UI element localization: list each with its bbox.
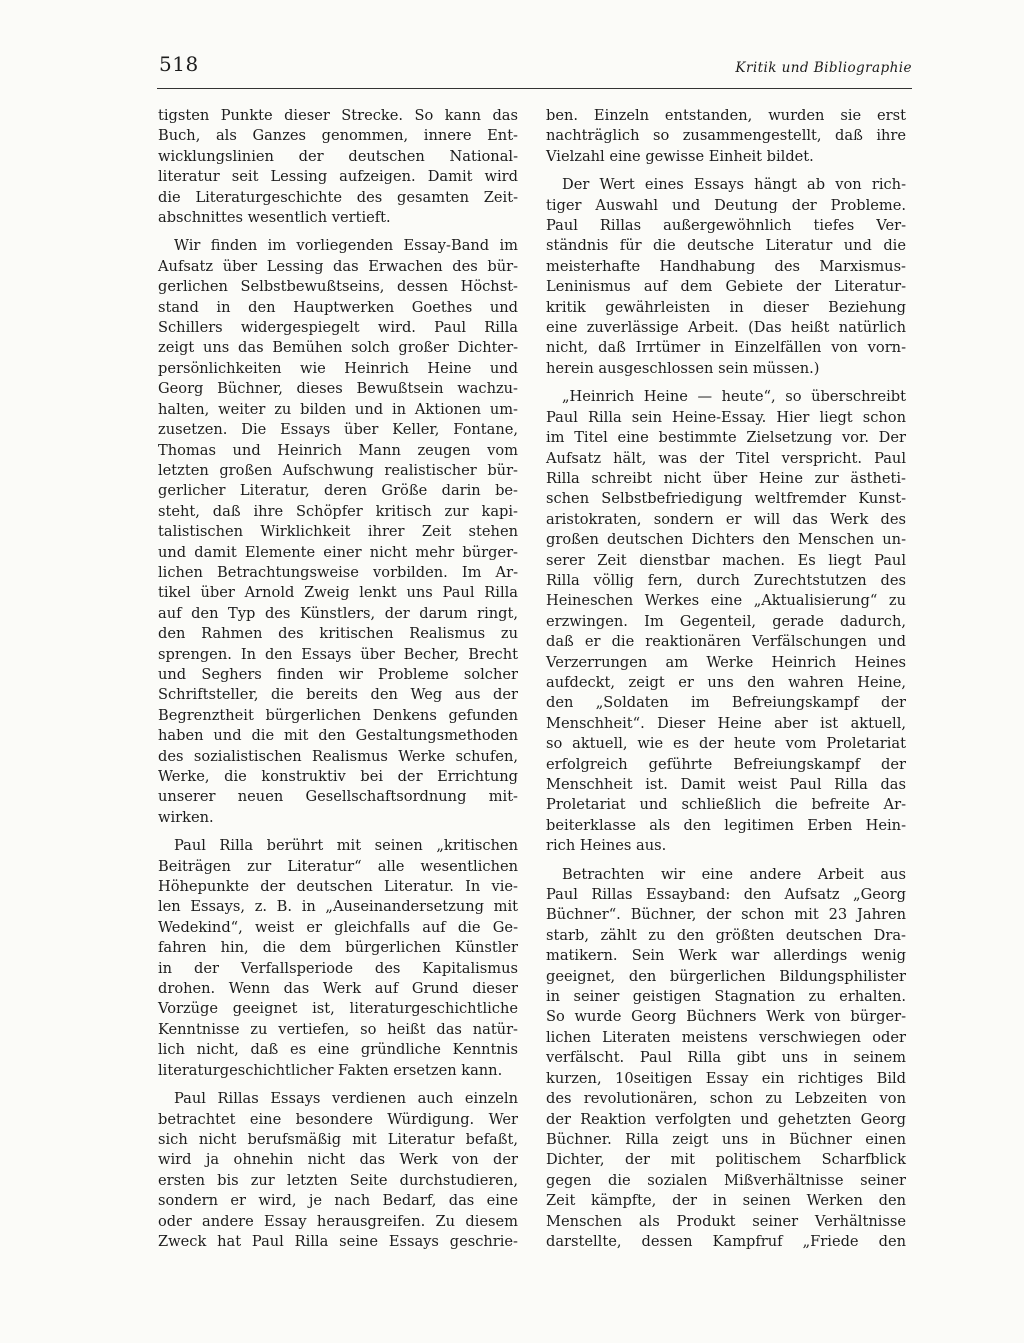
page-number: 518 (159, 52, 199, 76)
text-line: Georg Büchner, dieses Bewußtsein wachzu- (158, 380, 518, 398)
text-line: ben. Einzeln entstanden, wurden sie erst (546, 107, 906, 124)
text-line: Verzerrungen am Werke Heinrich Heines (546, 653, 906, 671)
text-line: die Literaturgeschichte des gesamten Zeit- (158, 188, 518, 206)
text-line: aufdeckt, zeigt er uns den wahren Heine, (546, 673, 906, 691)
text-line: steht, daß ihre Schöpfer kritisch zur kapi- (158, 502, 518, 520)
text-line: Wir finden im vorliegenden Essay-Band im (174, 237, 518, 255)
text-line: Kenntnisse zu vertiefen, so heißt das natür- (158, 1020, 518, 1038)
text-line: tiger Auswahl und Deutung der Probleme. (546, 196, 906, 214)
text-line: sondern er wird, je nach Bedarf, das eine (158, 1192, 518, 1210)
text-line: großen deutschen Dichters den Menschen un- (546, 531, 906, 549)
text-line: Buch, als Ganzes genommen, innere Ent- (158, 127, 518, 145)
text-line: Zweck hat Paul Rilla seine Essays geschrie- (158, 1232, 518, 1250)
text-line: darstellte, dessen Kampfruf „Friede den (546, 1232, 906, 1250)
text-line: Proletariat und schließlich die befreite Ar- (546, 796, 906, 814)
text-line: literatur seit Lessing aufzeigen. Damit wird (158, 168, 518, 186)
text-line: tikel über Arnold Zweig lenkt uns Paul Rilla (158, 584, 518, 602)
text-line: Büchner. Rilla zeigt uns in Büchner einen (546, 1130, 906, 1148)
text-line: den Rahmen des kritischen Realismus zu (158, 625, 518, 643)
paragraph (158, 1089, 518, 1252)
text-line: lich nicht, daß es eine gründliche Kenntnis (158, 1041, 518, 1059)
text-line: ständnis für die deutsche Literatur und die (546, 237, 906, 255)
text-line: starb, zählt zu den größten deutschen Dra- (546, 926, 906, 944)
text-line: Thomas und Heinrich Mann zeugen vom (158, 441, 518, 459)
text-line: haben und die mit den Gestaltungsmethoden (158, 727, 518, 745)
text-line: lichen Betrachtungsweise vorbilden. Im Ar- (158, 563, 518, 581)
text-line: des revolutionären, schon zu Lebzeiten von (546, 1090, 906, 1108)
text-line: Begrenztheit bürgerlichen Denkens gefunden (158, 706, 518, 724)
text-line: Paul Rillas Essayband: den Aufsatz „Georg (546, 886, 906, 904)
text-line: Paul Rilla sein Heine-Essay. Hier liegt schon (546, 408, 906, 426)
text-line: Menschheit ist. Damit weist Paul Rilla das (546, 776, 906, 793)
text-line: Büchner“. Büchner, der schon mit 23 Jahren (546, 906, 906, 924)
running-head: Kritik und Bibliographie (735, 60, 912, 76)
text-line: gerlichen Selbstbewußtseins, dessen Höchst- (158, 278, 518, 296)
text-line: Aufsatz hält, was der Titel verspricht. Paul (546, 449, 906, 467)
text-line: len Essays, z. B. in „Auseinandersetzung mit (158, 898, 518, 916)
text-line: in der Verfallsperiode des Kapitalismus (158, 959, 518, 977)
text-line: verfälscht. Paul Rilla gibt uns in seinem (546, 1049, 906, 1067)
text-line: kritik gewährleisten in dieser Beziehung (546, 298, 906, 316)
left-column (158, 106, 518, 1260)
text-line: nachträglich so zusammengestellt, daß ihre (546, 127, 906, 145)
text-line: Heineschen Werkes eine „Aktualisierung“ zu (546, 592, 906, 610)
text-line: erzwingen. Im Gegenteil, gerade dadurch, (546, 612, 906, 630)
text-line: abschnittes wesentlich vertieft. (158, 209, 391, 227)
text-line: aristokraten, sondern er will das Werk des (546, 510, 906, 528)
text-line: so aktuell, wie es der heute vom Proletariat (546, 735, 906, 753)
text-line: fahren hin, die dem bürgerlichen Künstler (158, 939, 518, 957)
text-line: Paul Rillas Essays verdienen auch einzeln (174, 1090, 518, 1108)
text-line: talistischen Wirklichkeit ihrer Zeit stehen (158, 523, 518, 541)
text-line: ersten bis zur letzten Seite durchstudieren, (158, 1171, 518, 1189)
text-line: Schillers widergespiegelt wird. Paul Rilla (158, 319, 518, 337)
text-line: daß er die reaktionären Verfälschungen und (546, 633, 906, 651)
text-line: serer Zeit dienstbar machen. Es liegt Paul (546, 551, 906, 569)
text-line: und Seghers finden wir Probleme solcher (158, 665, 518, 683)
text-line: Vielzahl eine gewisse Einheit bildet. (546, 147, 814, 165)
text-line: eine zuverlässige Arbeit. (Das heißt natürlich (546, 319, 906, 337)
text-line: halten, weiter zu bilden und in Aktionen um- (158, 400, 518, 418)
text-line: der Reaktion verfolgten und gehetzten Georg (546, 1110, 906, 1128)
text-line: zeigt uns das Bemühen solch großer Dichter- (158, 339, 518, 357)
paragraph (158, 836, 518, 1081)
text-line: wirken. (158, 808, 214, 826)
text-line: schen Selbstbefriedigung weltfremder Kunst- (546, 490, 906, 508)
text-line: wird ja ohnehin nicht das Werk von der (158, 1151, 518, 1169)
text-line: in seiner geistigen Stagnation zu erhalten. (546, 988, 906, 1006)
text-line: literaturgeschichtlicher Fakten ersetzen kann. (158, 1061, 503, 1079)
text-line: und damit Elemente einer nicht mehr bürger- (158, 543, 518, 561)
text-line: lichen Literaten meistens verschwiegen oder (546, 1028, 906, 1046)
text-line: betrachtet eine besondere Würdigung. Wer (158, 1110, 518, 1128)
page-header (157, 48, 912, 89)
text-line: gerlicher Literatur, deren Größe darin be- (158, 482, 518, 500)
text-line: kurzen, 10seitigen Essay ein richtiges Bild (546, 1069, 906, 1087)
text-line: nicht, daß Irrtümer in Einzelfällen von vorn- (546, 339, 906, 357)
paragraph (546, 106, 906, 167)
text-line: rich Heines aus. (546, 837, 667, 855)
text-line: Betrachten wir eine andere Arbeit aus (562, 865, 906, 883)
text-line: sich nicht berufsmäßig mit Literatur befaßt, (158, 1130, 518, 1148)
text-line: Aufsatz über Lessing das Erwachen des bür- (158, 257, 518, 275)
paragraph (158, 106, 518, 228)
text-line: Rilla völlig fern, durch Zurechtstutzen des (546, 571, 906, 589)
text-line: Leninismus auf dem Gebiete der Literatur- (546, 278, 906, 296)
text-line: matikern. Sein Werk war allerdings wenig (546, 947, 906, 965)
text-line: So wurde Georg Büchners Werk von bürger- (546, 1008, 906, 1026)
text-line: Beiträgen zur Literatur“ alle wesentlichen (158, 857, 518, 875)
text-line: Der Wert eines Essays hängt ab von rich- (562, 176, 906, 194)
text-line: Paul Rillas außergewöhnlich tiefes Ver- (546, 217, 906, 235)
text-line: des sozialistischen Realismus Werke schufen, (158, 747, 518, 765)
text-line: Werke, die konstruktiv bei der Errichtung (158, 768, 518, 785)
text-line: zusetzen. Die Essays über Keller, Fontane, (158, 421, 518, 439)
right-column (546, 106, 906, 1260)
text-line: Schriftsteller, die bereits den Weg aus der (158, 686, 518, 704)
text-line: geeignet, den bürgerlichen Bildungsphilister (546, 967, 906, 985)
text-line: sprengen. In den Essays über Becher, Brecht (158, 645, 518, 663)
text-line: Menschheit“. Dieser Heine aber ist aktuell, (546, 714, 906, 732)
paragraph (158, 236, 518, 828)
paragraph (546, 865, 906, 1253)
text-line: Paul Rilla berührt mit seinen „kritischen (174, 837, 518, 855)
text-line: im Titel eine bestimmte Zielsetzung vor. Der (546, 429, 906, 447)
text-line: Vorzüge geeignet ist, literaturgeschichtliche (158, 1000, 518, 1018)
text-line: Rilla schreibt nicht über Heine zur ästheti- (546, 469, 906, 487)
text-line: auf den Typ des Künstlers, der darum ringt, (158, 604, 518, 622)
text-line: Menschen als Produkt seiner Verhältnisse (546, 1212, 906, 1230)
text-line: Dichter, der mit politischem Scharfblick (546, 1151, 906, 1169)
text-line: drohen. Wenn das Werk auf Grund dieser (158, 980, 518, 998)
text-line: „Heinrich Heine — heute“, so überschreibt (562, 388, 906, 406)
text-line: den „Soldaten im Befreiungskampf der (546, 694, 906, 712)
text-line: tigsten Punkte dieser Strecke. So kann das (158, 107, 518, 124)
text-line: unserer neuen Gesellschaftsordnung mit- (158, 788, 518, 806)
text-line: herein ausgeschlossen sein müssen.) (546, 359, 820, 377)
text-line: beiterklasse als den legitimen Erben Hein- (546, 816, 906, 834)
text-line: Wedekind“, weist er gleichfalls auf die Ge- (158, 918, 518, 936)
text-line: stand in den Hauptwerken Goethes und (158, 298, 518, 316)
text-line: Höhepunkte der deutschen Literatur. In vie- (158, 878, 518, 896)
text-line: wicklungslinien der deutschen National- (158, 147, 518, 165)
paragraph (546, 175, 906, 379)
text-line: Zeit kämpfte, der in seinen Werken den (546, 1192, 906, 1210)
text-line: erfolgreich geführte Befreiungskampf der (546, 755, 906, 773)
text-line: letzten großen Aufschwung realistischer bür- (158, 461, 518, 479)
text-line: meisterhafte Handhabung des Marxismus- (546, 257, 906, 275)
paragraph (546, 387, 906, 856)
text-line: gegen die sozialen Mißverhältnisse seiner (546, 1171, 906, 1189)
text-line: persönlichkeiten wie Heinrich Heine und (158, 359, 518, 377)
text-line: oder andere Essay herausgreifen. Zu diesem (158, 1212, 518, 1230)
